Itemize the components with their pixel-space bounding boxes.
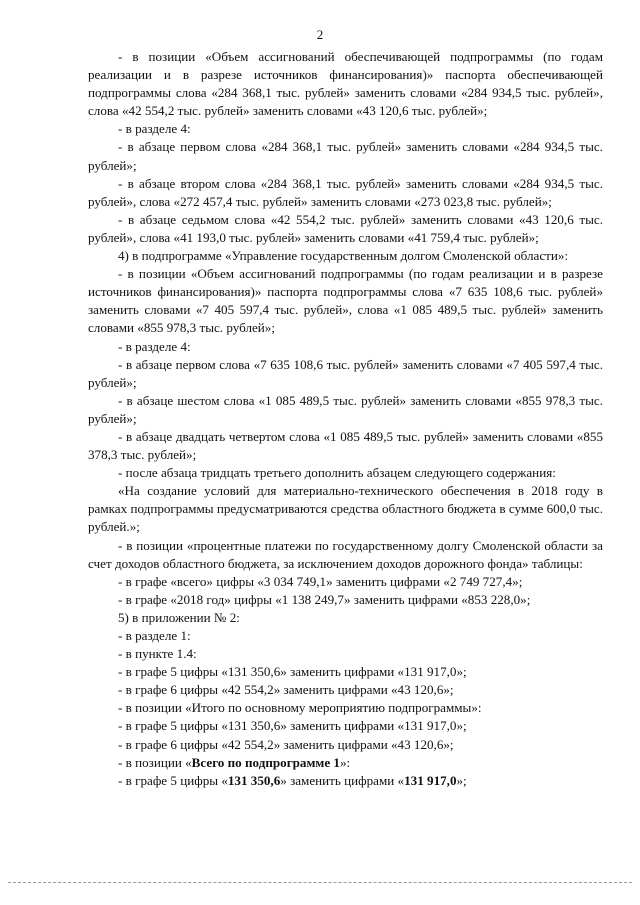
paragraph-26-middle: » заменить цифрами «	[280, 772, 405, 788]
paragraph-25	[88, 754, 603, 772]
paragraph-15: - в графе «всего» цифры «3 034 749,1» заменить цифрами «2 749 727,4»;	[118, 573, 523, 589]
page-number: 2	[316, 27, 324, 42]
paragraph-21: - в графе 6 цифры «42 554,2» заменить цифрами «43 120,6»;	[118, 682, 454, 698]
document-body	[88, 48, 603, 790]
paragraph-26	[88, 772, 603, 790]
paragraph-4: - в абзаце втором слова «284 368,1 тыс. рублей» заменить словами «284 934,5 тыс. рублей», слова «272 457,4 тыс. рублей» заменить словами «273 023,8 тыс. рублей»;	[88, 175, 603, 209]
paragraph-6: 4) в подпрограмме «Управление государственным долгом Смоленской области»:	[118, 248, 569, 264]
paragraph-26-bold-a: 131 350,6	[227, 772, 281, 788]
paragraph-13: «На создание условий для материально-технического обеспечения в 2018 году в рамках подпрограммы предусматриваются средства областного бюджета в сумме 600,0 тыс. рублей.»;	[88, 483, 603, 535]
paragraph-17: 5) в приложении № 2:	[118, 609, 240, 625]
paragraph-1: - в позиции «Объем ассигнований обеспечивающей подпрограммы (по годам реализации и в разрезе источников финансирования)» паспорта обеспечивающей подпрограммы слова «284 368,1 тыс. рублей» заменить словами «284 934,5 тыс. рублей», слова «42 554,2 тыс. рублей» заменить словами «43 120,6 тыс. рублей»;	[88, 49, 603, 119]
paragraph-16: - в графе «2018 год» цифры «1 138 249,7» заменить цифрами «853 228,0»;	[118, 591, 531, 607]
paragraph-9: - в абзаце первом слова «7 635 108,6 тыс. рублей» заменить словами «7 405 597,4 тыс. рублей»;	[88, 356, 603, 390]
paragraph-24: - в графе 6 цифры «42 554,2» заменить цифрами «43 120,6»;	[118, 736, 454, 752]
paragraph-25-suffix: »:	[339, 754, 351, 770]
paragraph-2: - в разделе 4:	[118, 121, 191, 137]
paragraph-25-bold: Всего по подпрограмме 1	[191, 754, 340, 770]
paragraph-18: - в разделе 1:	[118, 628, 191, 643]
paragraph-12: - после абзаца тридцать третьего дополнить абзацем следующего содержания:	[118, 465, 556, 481]
paragraph-26-suffix: »;	[456, 772, 467, 788]
paragraph-22: - в позиции «Итого по основному мероприятию подпрограммы»:	[118, 700, 482, 716]
paragraph-14: - в позиции «процентные платежи по государственному долгу Смоленской области за счет доходов областного бюджета, за исключением доходов дорожного фонда» таблицы:	[88, 537, 603, 571]
paragraph-19: - в пункте 1.4:	[118, 646, 197, 662]
paragraph-11: - в абзаце двадцать четвертом слова «1 085 489,5 тыс. рублей» заменить словами «855 378,3 тыс. рублей»;	[88, 428, 603, 463]
paragraph-10: - в абзаце шестом слова «1 085 489,5 тыс. рублей» заменить словами «855 978,3 тыс. рублей»;	[88, 392, 603, 426]
paragraph-3: - в абзаце первом слова «284 368,1 тыс. рублей» заменить словами «284 934,5 тыс. рублей»;	[88, 139, 603, 173]
paragraph-20: - в графе 5 цифры «131 350,6» заменить цифрами «131 917,0»;	[118, 664, 467, 680]
paragraph-8: - в разделе 4:	[118, 338, 191, 354]
paragraph-5: - в абзаце седьмом слова «42 554,2 тыс. рублей» заменить словами «43 120,6 тыс. рублей», слова «41 193,0 тыс. рублей» заменить словами «41 759,4 тыс. рублей»;	[88, 211, 603, 245]
paragraph-25-prefix: - в позиции «	[118, 754, 192, 770]
paragraph-23: - в графе 5 цифры «131 350,6» заменить цифрами «131 917,0»;	[118, 718, 467, 734]
paragraph-26-prefix: - в графе 5 цифры «	[118, 772, 228, 788]
paragraph-7: - в позиции «Объем ассигнований подпрограммы (по годам реализации и в разрезе источников финансирования)» паспорта подпрограммы слова «7 635 108,6 тыс. рублей» заменить словами «7 405 597,4 тыс. рублей», слова «1 085 489,5 тыс. рублей» заменить словами «855 978,3 тыс. рублей»;	[88, 266, 603, 336]
scan-footer-line	[8, 882, 632, 883]
paragraph-26-bold-b: 131 917,0	[404, 772, 457, 788]
